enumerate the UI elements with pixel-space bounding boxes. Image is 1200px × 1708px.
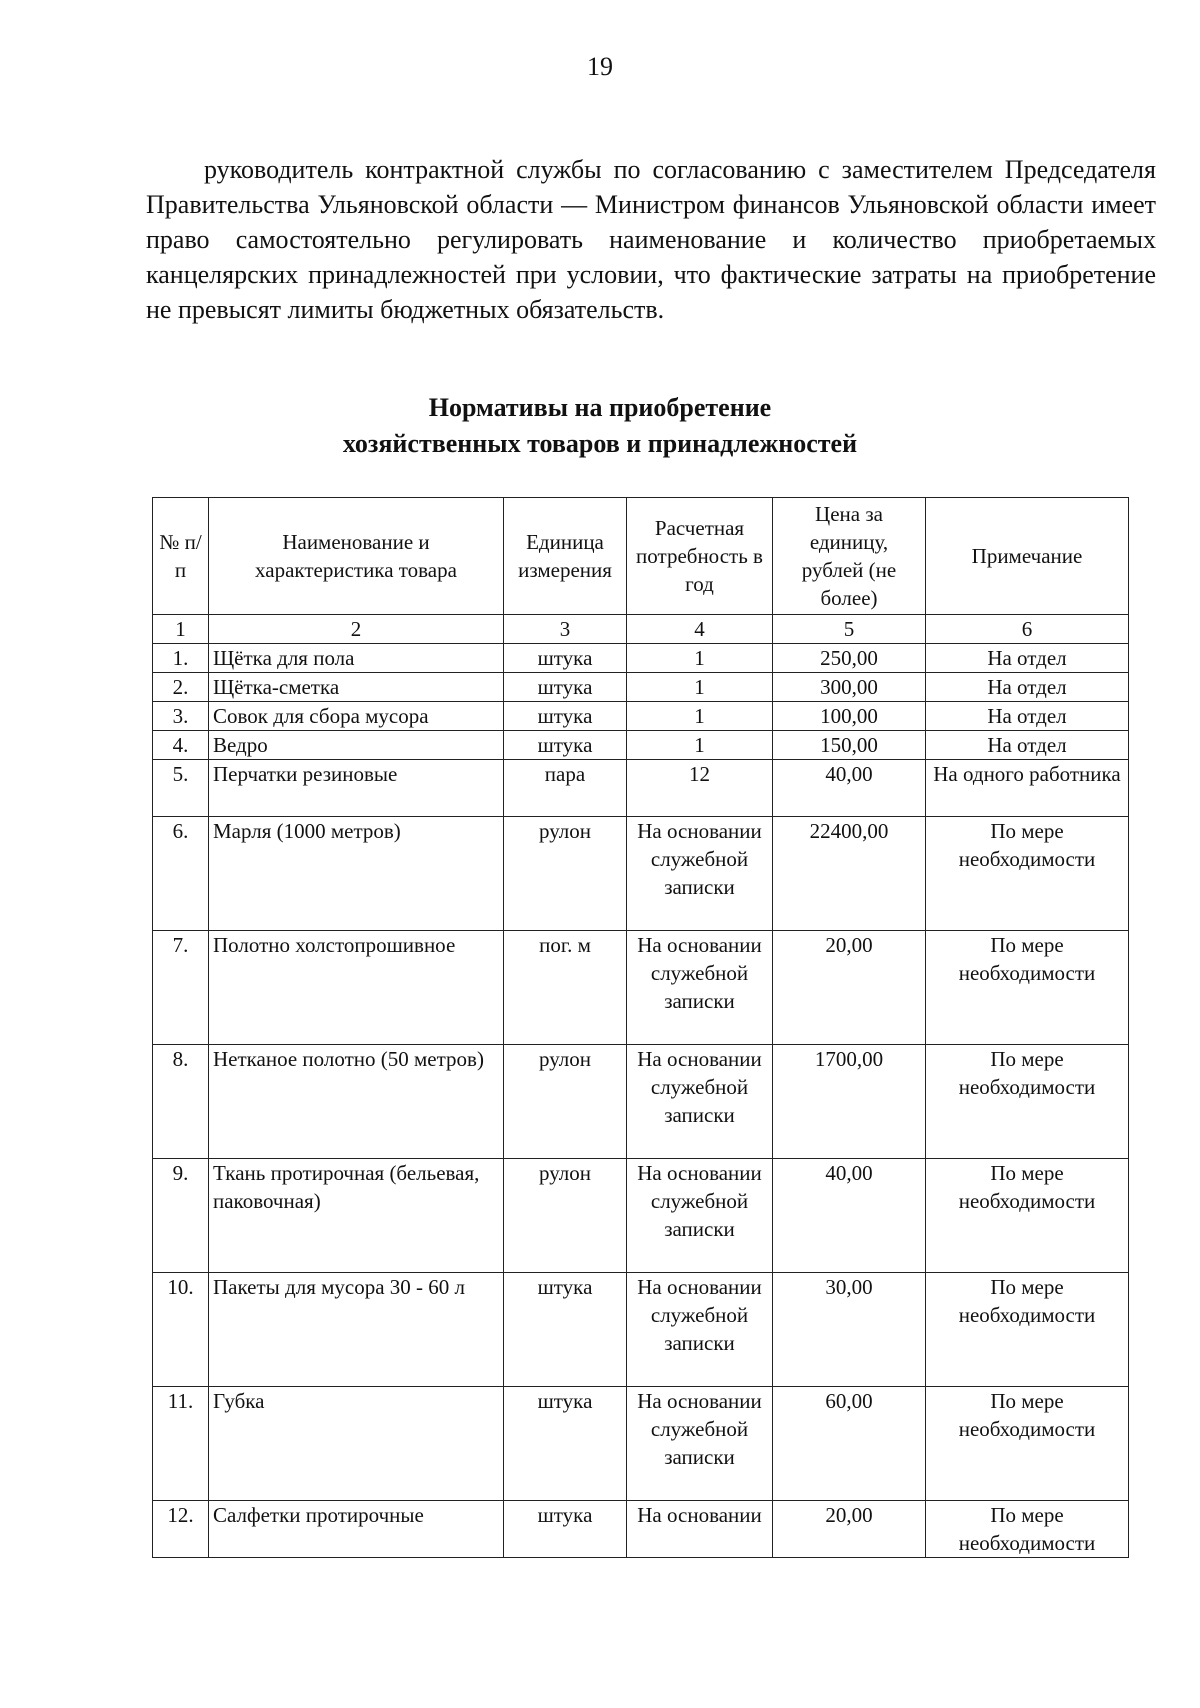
cell-name: Салфетки протирочные [209, 1501, 504, 1558]
cell-name: Полотно холстопрошивное [209, 931, 504, 1045]
cell-note: По мере необходимости [926, 1273, 1129, 1387]
cell-name: Ведро [209, 731, 504, 760]
cell-note: По мере необходимости [926, 1045, 1129, 1159]
cell-note: На отдел [926, 731, 1129, 760]
cell-name: Щётка для пола [209, 644, 504, 673]
cell-name: Марля (1000 метров) [209, 817, 504, 931]
cell-price: 1700,00 [773, 1045, 926, 1159]
cell-note: По мере необходимости [926, 1159, 1129, 1273]
cell-note: На отдел [926, 644, 1129, 673]
column-number-row [153, 615, 1129, 644]
cell-price: 250,00 [773, 644, 926, 673]
table-row [153, 1159, 1129, 1273]
table-row [153, 702, 1129, 731]
cell-num: 5. [153, 760, 209, 817]
cell-unit: штука [504, 644, 627, 673]
cell-name: Нетканое полотно (50 метров) [209, 1045, 504, 1159]
cell-price: 30,00 [773, 1273, 926, 1387]
cell-need: На основании служебной записки [627, 1045, 773, 1159]
cell-num: 2. [153, 673, 209, 702]
cell-unit: рулон [504, 1045, 627, 1159]
table-row [153, 931, 1129, 1045]
cell-note: По мере необходимости [926, 1387, 1129, 1501]
cell-price: 150,00 [773, 731, 926, 760]
heading-line-1: Нормативы на приобретение [428, 393, 772, 422]
cell-unit: рулон [504, 1159, 627, 1273]
cell-need: На основании служебной записки [627, 817, 773, 931]
cell-num: 11. [153, 1387, 209, 1501]
cell-unit: штука [504, 1501, 627, 1558]
table-row [153, 673, 1129, 702]
cell-note: На отдел [926, 673, 1129, 702]
norms-table [152, 497, 1129, 1558]
table-row [153, 1045, 1129, 1159]
cell-unit: штука [504, 673, 627, 702]
cell-price: 100,00 [773, 702, 926, 731]
cell-num: 3. [153, 702, 209, 731]
table-row [153, 760, 1129, 817]
header-note: Примечание [926, 498, 1129, 615]
cell-note: На отдел [926, 702, 1129, 731]
column-number: 2 [209, 615, 504, 644]
header-price: Цена за единицу, рублей (не более) [773, 498, 926, 615]
cell-name: Пакеты для мусора 30 - 60 л [209, 1273, 504, 1387]
cell-note: По мере необходимости [926, 817, 1129, 931]
header-unit: Единица измерения [504, 498, 627, 615]
header-name: Наименование и характеристика товара [209, 498, 504, 615]
cell-num: 6. [153, 817, 209, 931]
section-heading [0, 390, 1200, 462]
cell-need: 1 [627, 731, 773, 760]
cell-name: Перчатки резиновые [209, 760, 504, 817]
cell-note: По мере необходимости [926, 931, 1129, 1045]
column-number: 1 [153, 615, 209, 644]
cell-need: 1 [627, 673, 773, 702]
cell-num: 9. [153, 1159, 209, 1273]
cell-need: На основании служебной записки [627, 1273, 773, 1387]
table-row [153, 817, 1129, 931]
cell-need: На основании служебной записки [627, 1387, 773, 1501]
cell-note: По мере необходимости [926, 1501, 1129, 1558]
cell-num: 4. [153, 731, 209, 760]
cell-need: 1 [627, 702, 773, 731]
column-number: 6 [926, 615, 1129, 644]
page-number: 19 [587, 52, 613, 81]
cell-price: 40,00 [773, 1159, 926, 1273]
table-row [153, 1501, 1129, 1558]
cell-note: На одного работника [926, 760, 1129, 817]
cell-price: 60,00 [773, 1387, 926, 1501]
cell-need: 12 [627, 760, 773, 817]
cell-unit: штука [504, 1387, 627, 1501]
cell-unit: штука [504, 731, 627, 760]
column-number: 5 [773, 615, 926, 644]
cell-price: 300,00 [773, 673, 926, 702]
header-need: Расчетная потребность в год [627, 498, 773, 615]
column-number: 3 [504, 615, 627, 644]
cell-need: На основании служебной записки [627, 931, 773, 1045]
cell-need: На основании служебной записки [627, 1159, 773, 1273]
cell-unit: пог. м [504, 931, 627, 1045]
cell-num: 1. [153, 644, 209, 673]
table-row [153, 731, 1129, 760]
header-num: № п/п [153, 498, 209, 615]
cell-num: 8. [153, 1045, 209, 1159]
table-row [153, 1273, 1129, 1387]
cell-name: Совок для сбора мусора [209, 702, 504, 731]
table-row [153, 644, 1129, 673]
cell-unit: штука [504, 1273, 627, 1387]
cell-unit: пара [504, 760, 627, 817]
heading-line-2: хозяйственных товаров и принадлежностей [342, 429, 858, 458]
cell-unit: штука [504, 702, 627, 731]
cell-price: 20,00 [773, 1501, 926, 1558]
cell-num: 7. [153, 931, 209, 1045]
intro-paragraph: руководитель контрактной службы по согласованию с заместителем Председателя Правительства Ульяновской области — Министром финансов Ульяновской области имеет право самостоятельно регулировать наименование и количество приобретаемых канцелярских принадлежностей при условии, что фактические затраты на приобретение не превысят лимиты бюджетных обязательств. [146, 155, 1156, 324]
cell-need: На основании [627, 1501, 773, 1558]
cell-name: Губка [209, 1387, 504, 1501]
cell-name: Щётка-сметка [209, 673, 504, 702]
cell-price: 20,00 [773, 931, 926, 1045]
cell-name: Ткань протирочная (бельевая, паковочная) [209, 1159, 504, 1273]
cell-need: 1 [627, 644, 773, 673]
cell-price: 22400,00 [773, 817, 926, 931]
table-header-row [153, 498, 1129, 615]
cell-unit: рулон [504, 817, 627, 931]
cell-num: 12. [153, 1501, 209, 1558]
table-row [153, 1387, 1129, 1501]
cell-price: 40,00 [773, 760, 926, 817]
column-number: 4 [627, 615, 773, 644]
cell-num: 10. [153, 1273, 209, 1387]
